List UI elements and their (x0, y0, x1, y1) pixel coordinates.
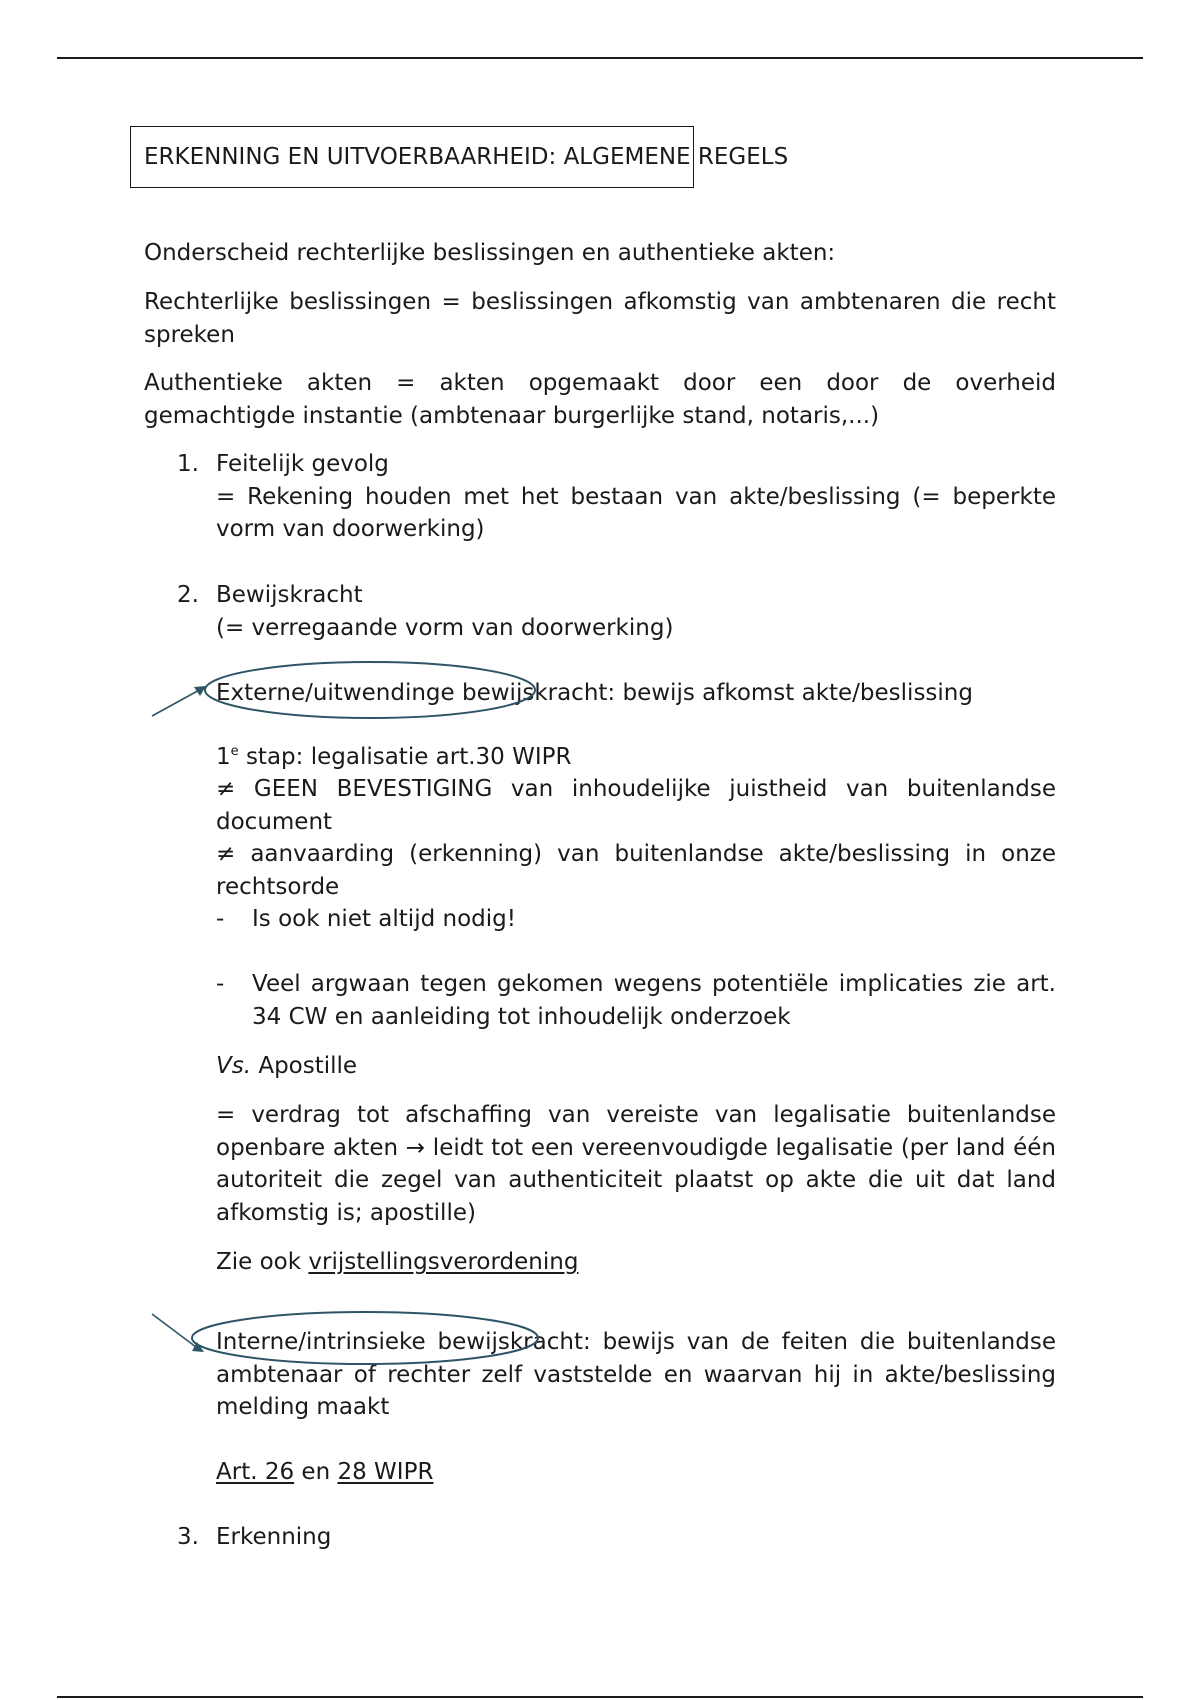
item-bewijskracht (216, 579, 1056, 644)
annotation-arrowhead-interne (192, 1342, 204, 1352)
zie-ook-label: Zie ook (216, 1249, 309, 1275)
interne-bewijskracht: Interne/intrinsieke bewijskracht: bewijs van de feiten die buitenlandse ambtenaar of rechter zelf vaststelde en waarvan hij in akte/beslissing melding maakt (216, 1329, 1056, 1420)
item-text: (= verregaande vorm van doorwerking) (216, 614, 674, 641)
header-rule (57, 57, 1143, 59)
list-number-1: 1. (177, 451, 199, 477)
intro-paragraph: Onderscheid rechterlijke beslissingen en authentieke akten: (144, 240, 836, 266)
art-reference-line (216, 1456, 1056, 1489)
legalisatie-step (216, 741, 1056, 774)
geen-bevestiging: ≠ GEEN BEVESTIGING van inhoudelijke juistheid van buitenlandse document (216, 776, 1056, 835)
art-26-link[interactable]: Art. 26 (216, 1459, 295, 1485)
item-feitelijk-gevolg (216, 448, 1056, 546)
wipr-28-link[interactable]: 28 WIPR (337, 1459, 434, 1485)
definition-authentieke-akten: Authentieke akten = akten opgemaakt door een door de overheid gemachtigde instantie (ambtenaar burgerlijke stand, notaris,...) (144, 370, 1056, 429)
bullet-dash: - (216, 906, 225, 932)
bullet-niet-altijd-nodig: Is ook niet altijd nodig! (252, 906, 516, 932)
step-superscript: e (230, 744, 239, 759)
item-heading: Feitelijk gevolg (216, 451, 389, 477)
externe-bewijskracht: Externe/uitwendinge bewijskracht: bewijs afkomst akte/beslissing (216, 680, 973, 706)
vs-label: Vs. (216, 1053, 252, 1079)
aanvaarding: ≠ aanvaarding (erkenning) van buitenlandse akte/beslissing in onze rechtsorde (216, 841, 1056, 900)
art-connector: en (294, 1459, 338, 1485)
vs-apostille (216, 1050, 1056, 1083)
annotation-arrowhead-externe (194, 686, 206, 696)
footer-rule (57, 1696, 1143, 1698)
step-text: stap: legalisatie art.30 WIPR (238, 744, 572, 770)
definition-rechterlijke-beslissingen: Rechterlijke beslissingen = beslissingen afkomstig van ambtenaren die recht spreken (144, 289, 1056, 348)
page-title: ERKENNING EN UITVOERBAARHEID: ALGEMENE REGELS (144, 144, 789, 170)
apostille-label: Apostille (251, 1053, 358, 1079)
bullet-argwaan: Veel argwaan tegen gekomen wegens potentiële implicaties zie art. 34 CW en aanleiding tot inhoudelijk onderzoek (252, 971, 1056, 1030)
item-text: = Rekening houden met het bestaan van akte/beslissing (= beperkte vorm van doorwerking) (216, 483, 1056, 542)
zie-ook-line (216, 1246, 1056, 1279)
item-erkenning: Erkenning (216, 1524, 332, 1550)
list-number-2: 2. (177, 582, 199, 608)
bullet-dash: - (216, 971, 225, 997)
vrijstellingsverordening-link[interactable]: vrijstellingsverordening (308, 1249, 579, 1275)
step-number: 1 (216, 744, 231, 770)
annotation-arrow-interne (152, 1314, 200, 1350)
list-number-3: 3. (177, 1524, 199, 1550)
annotation-arrow-externe (152, 688, 203, 716)
item-heading: Bewijskracht (216, 582, 363, 608)
verdrag-paragraph: = verdrag tot afschaffing van vereiste van legalisatie buitenlandse openbare akten → leidt tot een vereenvoudigde legalisatie (per land één autoriteit die zegel van authenticiteit plaatst op akte die uit dat land afkomstig is; apostille) (216, 1102, 1056, 1226)
